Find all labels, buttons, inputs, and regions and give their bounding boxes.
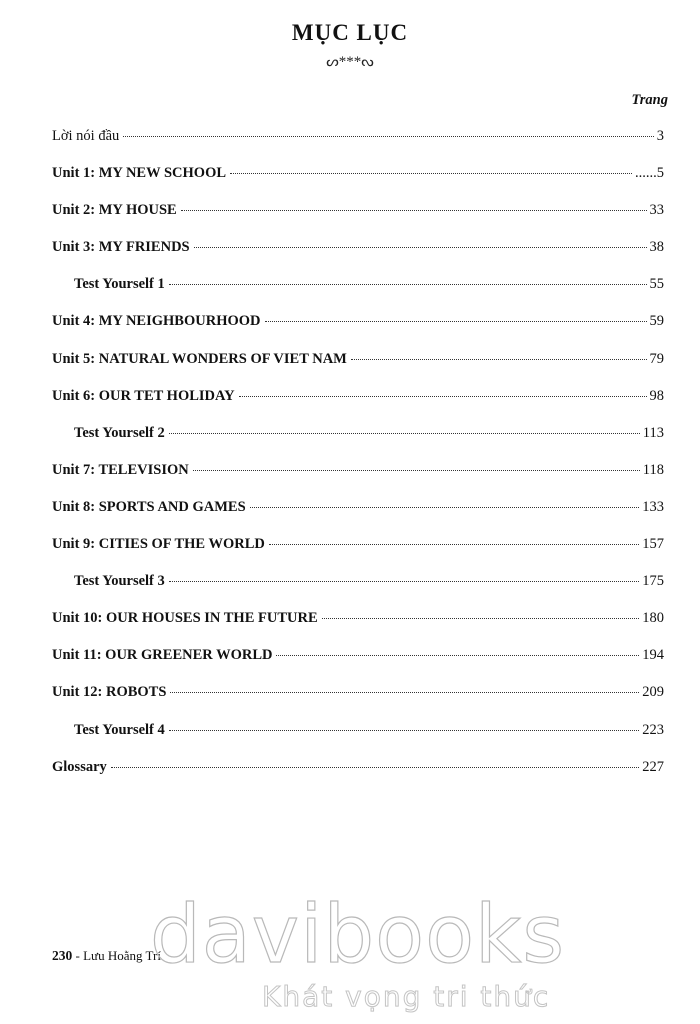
toc-entry-label: Lời nói đầu bbox=[52, 128, 120, 144]
toc-entry-label: Test Yourself 3 bbox=[74, 573, 165, 590]
ornament-right-icon: ᔓ bbox=[361, 55, 374, 70]
toc-entry[interactable] bbox=[52, 239, 664, 276]
page-footer bbox=[52, 948, 161, 964]
toc-entry-label: Unit 11: OUR GREENER WORLD bbox=[52, 647, 273, 664]
toc-entry-label: Test Yourself 1 bbox=[74, 276, 165, 293]
dot-leader bbox=[265, 321, 647, 322]
toc-entry[interactable] bbox=[52, 647, 664, 684]
toc-entry-label: Unit 3: MY FRIENDS bbox=[52, 239, 190, 256]
dot-leader bbox=[322, 618, 640, 619]
toc-entry[interactable] bbox=[52, 684, 664, 721]
ornament-stars: *** bbox=[338, 54, 362, 70]
page-title: MỤC LỤC bbox=[291, 20, 409, 45]
title-ornament bbox=[0, 54, 700, 71]
toc-entry[interactable] bbox=[52, 351, 664, 388]
dot-leader bbox=[169, 730, 639, 731]
toc-entry[interactable] bbox=[52, 462, 664, 499]
toc-entry-page: 227 bbox=[642, 758, 664, 775]
dot-leader bbox=[276, 655, 639, 656]
toc-entry-page: 79 bbox=[649, 350, 664, 367]
dot-leader bbox=[181, 210, 647, 211]
toc-entry-label: Unit 5: NATURAL WONDERS OF VIET NAM bbox=[52, 350, 347, 367]
toc-entry-page: 3 bbox=[656, 128, 664, 144]
toc-entry-label: Glossary bbox=[52, 758, 107, 775]
dot-leader bbox=[269, 544, 639, 545]
dot-leader bbox=[230, 173, 632, 174]
toc-entry[interactable] bbox=[52, 165, 664, 202]
toc-entry-label: Unit 1: MY NEW SCHOOL bbox=[52, 165, 227, 182]
dot-leader bbox=[170, 692, 639, 693]
footer-author: Lưu Hoằng Trí bbox=[83, 948, 161, 963]
table-of-contents bbox=[52, 128, 664, 796]
toc-entry-page: 133 bbox=[642, 498, 664, 515]
dot-leader bbox=[111, 767, 639, 768]
dot-leader bbox=[169, 581, 639, 582]
toc-entry-page: 194 bbox=[642, 647, 664, 664]
toc-entry[interactable] bbox=[52, 499, 664, 536]
toc-entry[interactable] bbox=[52, 128, 664, 165]
toc-entry[interactable] bbox=[52, 313, 664, 350]
toc-entry-page: 223 bbox=[642, 721, 664, 738]
toc-entry[interactable] bbox=[52, 759, 664, 796]
footer-page-number: 230 bbox=[52, 948, 73, 963]
toc-entry-page: 98 bbox=[649, 387, 664, 404]
toc-entry-page: 38 bbox=[649, 239, 664, 256]
toc-entry-label: Test Yourself 4 bbox=[74, 721, 165, 738]
toc-entry-label: Test Yourself 2 bbox=[74, 424, 165, 441]
toc-entry[interactable] bbox=[52, 722, 664, 759]
toc-entry-page: 175 bbox=[642, 573, 664, 590]
toc-entry-label: Unit 9: CITIES OF THE WORLD bbox=[52, 536, 265, 553]
toc-entry[interactable] bbox=[52, 276, 664, 313]
toc-entry-label: Unit 7: TELEVISION bbox=[52, 461, 189, 478]
toc-entry[interactable] bbox=[52, 573, 664, 610]
toc-entry-label: Unit 6: OUR TET HOLIDAY bbox=[52, 387, 235, 404]
ornament-left-icon: ᔕ bbox=[326, 55, 339, 70]
toc-entry-page: 113 bbox=[642, 424, 664, 441]
dot-leader bbox=[123, 136, 653, 137]
footer-separator: - bbox=[75, 948, 80, 963]
toc-entry-page: 180 bbox=[642, 610, 664, 627]
toc-entry-page: 118 bbox=[642, 461, 664, 478]
dot-leader bbox=[193, 470, 640, 471]
toc-entry[interactable] bbox=[52, 425, 664, 462]
toc-entry-page: 157 bbox=[642, 536, 664, 553]
toc-entry-page: ......5 bbox=[635, 165, 664, 182]
dot-leader bbox=[351, 359, 647, 360]
toc-entry-page: 59 bbox=[649, 313, 664, 330]
toc-entry-page: 209 bbox=[642, 684, 664, 701]
watermark-tagline: Khát vọng tri thức bbox=[262, 980, 551, 1013]
toc-entry-label: Unit 12: ROBOTS bbox=[52, 684, 167, 701]
toc-entry[interactable] bbox=[52, 536, 664, 573]
toc-entry[interactable] bbox=[52, 202, 664, 239]
dot-leader bbox=[169, 433, 640, 434]
watermark-brand: davibooks bbox=[150, 888, 566, 981]
toc-entry[interactable] bbox=[52, 610, 664, 647]
toc-entry-label: Unit 4: MY NEIGHBOURHOOD bbox=[52, 313, 261, 330]
dot-leader bbox=[169, 284, 647, 285]
dot-leader bbox=[194, 247, 647, 248]
toc-entry-label: Unit 8: SPORTS AND GAMES bbox=[52, 498, 246, 515]
dot-leader bbox=[239, 396, 647, 397]
toc-entry-label: Unit 2: MY HOUSE bbox=[52, 202, 177, 219]
dot-leader bbox=[250, 507, 640, 508]
toc-entry-page: 55 bbox=[649, 276, 664, 293]
toc-entry-label: Unit 10: OUR HOUSES IN THE FUTURE bbox=[52, 610, 318, 627]
toc-entry[interactable] bbox=[52, 388, 664, 425]
toc-entry-page: 33 bbox=[649, 202, 664, 219]
page-column-header: Trang bbox=[631, 92, 668, 108]
